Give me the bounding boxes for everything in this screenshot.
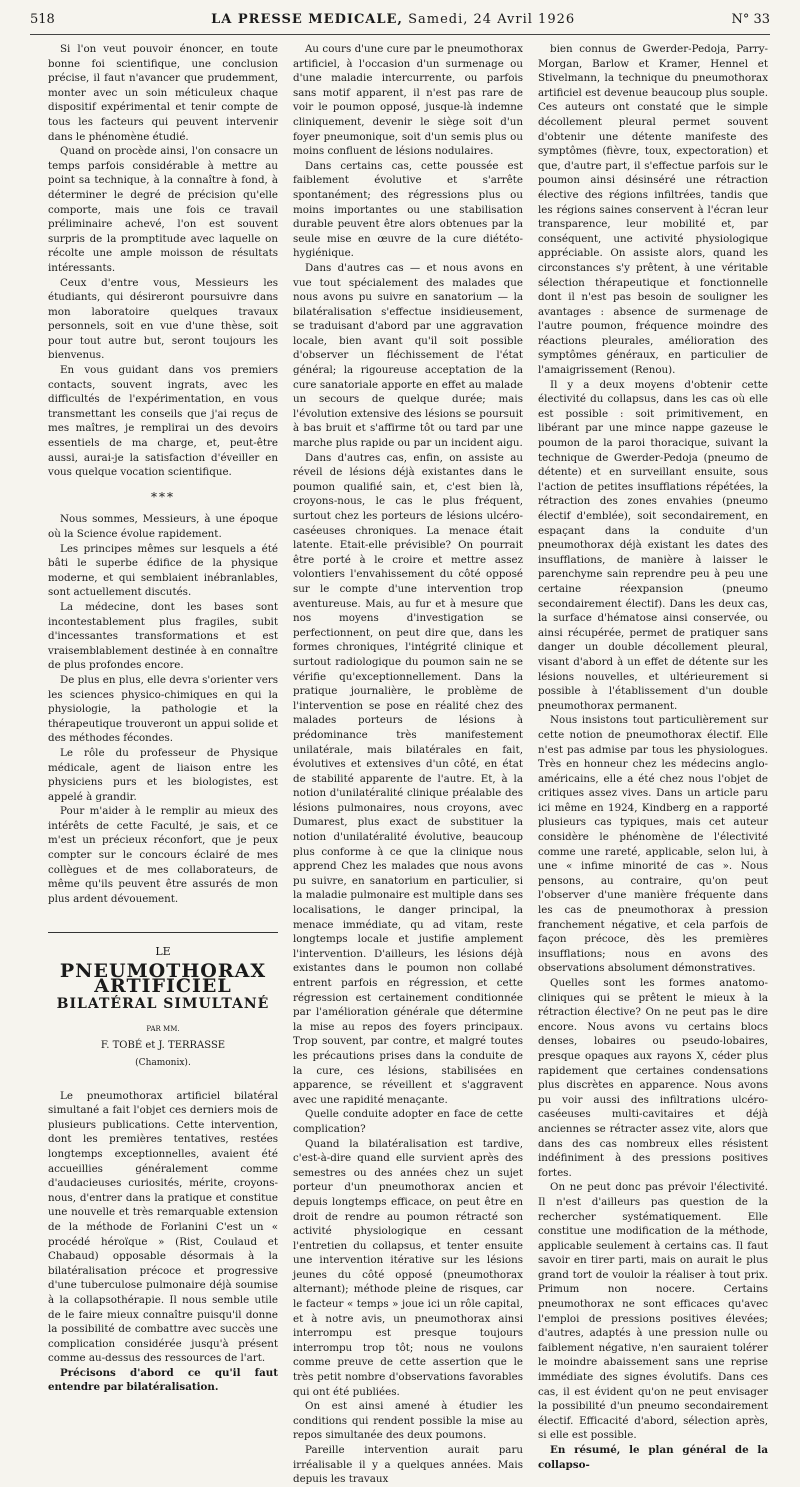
paragraph: Pareille intervention aurait paru irréalisable il y a quelques années. Mais depuis les travaux xyxy=(293,1444,523,1486)
column-2 xyxy=(293,42,523,1487)
column-1 xyxy=(48,42,278,1487)
paragraph: Quelles sont les formes anatomo-cliniques qui se prêtent le mieux à la rétraction élective? On ne peut pas le dire encore. Nous avons vu certains blocs denses, lobaires ou pseudo-lobaires, presque opaques aux rayons X, céder plus rapidement que certaines condensations plus discrètes en apparence. Nous avons pu voir aussi des infiltrations ulcéro-caséeuses multi-cavitaires et déjà anciennes se rétracter assez vite, alors que dans des cas nombreux elles résistent indéfiniment à des pressions positives fortes. xyxy=(538,977,768,1179)
paragraph: On ne peut donc pas prévoir l'électivité. Il n'est d'ailleurs pas question de la rechercher systématiquement. Elle constitue une modification de la méthode, applicable seulement à certains cas. Il faut savoir en tirer parti, mais on aurait le plus grand tort de vouloir la réaliser à tout prix. Primum non nocere. Certains pneumothorax ne sont efficaces qu'avec l'emploi de pressions positives élevées; d'autres, adaptés à une pression nulle ou faiblement négative, n'en sauraient tolérer le moindre abaissement sans une reprise immédiate des signes évolutifs. Dans ces cas, il est évident qu'on ne peut envisager la possibilité d'un pneumo secondairement électif. Efficacité d'abord, sélection après, si elle est possible. xyxy=(538,1181,768,1442)
page-number: 518 xyxy=(30,12,55,27)
text-columns xyxy=(48,42,768,1486)
paragraph: Dans d'autres cas, enfin, on assiste au réveil de lésions déjà existantes dans le poumon qualifié sain, et, c'est bien là, croyons-nous, le cas le plus fréquent, surtout chez les porteurs de lésions ulcéro-caséeuses chroniques. La menace était latente. Etait-elle prévisible? On pourrait être porté à le croire et mettre assez volontiers l'envahissement du côté opposé sur le compte d'une intervention trop aventureuse. Mais, au fur et à mesure que nos moyens d'investigation se perfectionnent, on peut dire que, dans les formes chroniques, l'intégrité clinique et surtout radiologique du poumon sain ne se vérifie qu'exceptionnellement. Dans la pratique journalière, le problème de l'intervention se pose en réalité chez des malades porteurs de lésions à prédominance très manifestement unilatérale, mais bilatérales en fait, évolutives et extensives d'un côté, en état de stabilité apparente de l'autre. Et, à la notion d'unilatéralité clinique préalable des lésions pulmonaires, nous croyons, avec Dumarest, plus exact de substituer la notion d'unilatéralité évolutive, beaucoup plus conforme à ce que la clinique nous apprend Chez les malades que nous avons pu suivre, en sanatorium en particulier, si la maladie pulmonaire est multiple dans ses localisations, le danger principal, la menace immédiate, qu ad vitam, reste longtemps locale et justifie amplement l'intervention. D'ailleurs, les lésions déjà existantes dans le poumon non collabé entrent parfois en régression, et cette régression est certainement conditionnée par l'amélioration générale que détermine la mise au repos des foyers principaux. Trop souvent, par contre, et malgré toutes les précautions prises dans la conduite de la cure, ces lésions, stabilisées en apparence, se réveillent et s'aggravent avec une rapidité menaçante. xyxy=(293,451,523,1106)
paragraph: Si l'on veut pouvoir énoncer, en toute bonne foi scientifique, une conclusion précise, il faut n'avancer que prudemment, monter avec un soin méticuleux chaque dispositif expérimental et tenir compte de tous les facteurs qui peuvent intervenir dans le phénomène étudié. xyxy=(48,43,278,143)
paragraph: Le rôle du professeur de Physique médicale, agent de liaison entre les physiciens purs et les biologistes, est appelé à grandir. xyxy=(48,746,278,803)
paragraph: Nous sommes, Messieurs, à une époque où la Science évolue rapidement. xyxy=(48,513,278,540)
page-header xyxy=(30,12,770,35)
paragraph: Il y a deux moyens d'obtenir cette électivité du collapsus, dans les cas où elle est possible : soit primitivement, en libérant par une mince nappe gazeuse le poumon de la paroi thoracique, suivant la technique de Gwerder-Pedoja (pneumo de détente) et en surveillant ensuite, sous l'action de petites insufflations répétées, la rétraction des zones envahies (pneumo électif d'emblée), soit secondairement, en espaçant dans la conduite d'un pneumothorax déjà existant les dates des insufflations, de manière à laisser le parenchyme sain reprendre peu à peu une certaine réexpansion (pneumo secondairement électif). Dans les deux cas, la surface d'hématose ainsi conservée, ou ainsi récupérée, permet de pratiquer sans danger un double décollement pleural, visant d'abord à un effet de détente sur les lésions nouvelles, et ultérieurement si possible à l'établissement d'un double pneumothorax permanent. xyxy=(538,378,768,712)
paragraph: Au cours d'une cure par le pneumothorax artificiel, à l'occasion d'un surmenage ou d'une maladie intercurrente, ou parfois sans motif apparent, il n'est pas rare de voir le poumon opposé, jusque-là indemne cliniquement, devenir le siège soit d'un foyer pneumonique, soit d'un semis plus ou moins confluent de lésions nodulaires. xyxy=(293,43,523,158)
paragraph: La médecine, dont les bases sont incontestablement plus fragiles, subit d'incessantes transformations et est vraisemblablement destinée à en connaître de plus profondes encore. xyxy=(48,600,278,672)
paragraph: Le pneumothorax artificiel bilatéral simultané a fait l'objet ces derniers mois de plusieurs publications. Cette intervention, dont les premières tentatives, restées longtemps exceptionnelles, avaient été accueillies généralement comme d'audacieuses curiosités, mérite, croyons-nous, d'entrer dans la pratique et constitue une nouvelle et très remarquable extension de la méthode de Forlanini C'est un « procédé héroïque » (Rist, Coulaud et Chabaud) opposable désormais à la bilatéralisation précoce et progressive d'une tuberculose pulmonaire déjà soumise à la collapsothérapie. Il nous semble utile de le faire mieux connaître puisqu'il donne la possibilité de combattre avec succès une complication considérée jusqu'à présent comme au-dessus des ressources de l'art. xyxy=(48,1089,278,1365)
article-subtitle: BILATÉRAL SIMULTANÉ xyxy=(56,996,270,1013)
paragraph: Précisons d'abord ce qu'il faut entendre par bilatéralisation. xyxy=(48,1366,278,1394)
paragraph: Nous insistons tout particulièrement sur cette notion de pneumothorax électif. Elle n'est pas admise par tous les physiologues. Très en honneur chez les médecins anglo-américains, elle a été chez nous l'objet de critiques assez vives. Dans un article paru ici même en 1924, Kindberg en a rapporté plusieurs cas typiques, mais cet auteur considère le phénomène de l'électivité comme une rareté, applicable, selon lui, à une « infime minorité de cas ». Nous pensons, au contraire, qu'on peut l'observer d'une manière fréquente dans les cas de pneumothorax à pression franchement négative, et cela parfois de façon précoce, dès les premières insufflations; nous en avons des observations absolument démonstratives. xyxy=(538,714,768,975)
section-stars: *** xyxy=(151,489,175,504)
paragraph: Quand on procède ainsi, l'on consacre un temps parfois considérable à mettre au point sa technique, à la connaître à fond, à déterminer le degré de précision qu'elle comporte, mais une fois ce travail préliminaire achevé, l'on est souvent surpris de la promptitude avec laquelle on récolte une ample moisson de résultats intéressants. xyxy=(48,145,278,274)
paragraph: bien connus de Gwerder-Pedoja, Parry-Morgan, Barlow et Kramer, Hennel et Stivelmann, la technique du pneumothorax artificiel est devenue beaucoup plus souple. Ces auteurs ont constaté que le simple décollement pleural permet souvent d'obtenir une détente manifeste des symptômes (fièvre, toux, expectoration) et que, d'autre part, il s'effectue parfois sur le poumon ainsi désinséré une rétraction élective des régions infiltrées, tandis que les régions saines conservent à l'écran leur transparence, leur mobilité et, par conséquent, une activité physiologique appréciable. On assiste alors, quand les circonstances s'y prêtent, à une véritable sélection thérapeutique et fonctionnelle dont il n'est pas besoin de souligner les avantages : absence de surmenage de l'autre poumon, fréquence moindre des réactions pleurales, amélioration des symptômes généraux, en particulier de l'amaigrissement (Renou). xyxy=(538,43,768,377)
issue-date: Samedi, 24 Avril 1926 xyxy=(408,12,576,27)
byline-place: (Chamonix). xyxy=(135,1058,191,1068)
paragraph: Les principes mêmes sur lesquels a été bâti le superbe édifice de la physique moderne, et qui semblaient inébranlables, sont actuellement discutés. xyxy=(48,542,278,599)
paragraph: En vous guidant dans vos premiers contacts, souvent ingrats, avec les difficultés de l'expérimentation, en vous transmettant les conseils que j'ai reçus de mes maîtres, je remplirai un des devoirs essentiels de ma charge, et, peut-être aussi, aurai-je la satisfaction d'éveiller en vous quelque vocation scientifique. xyxy=(48,364,278,479)
paragraph: Dans certains cas, cette poussée est faiblement évolutive et s'arrête spontanément; des régressions plus ou moins importantes ou une stabilisation durable peuvent être alors obtenues par la seule mise en œuvre de la cure diététo-hygiénique. xyxy=(293,159,523,260)
article-kicker: LE xyxy=(155,945,171,959)
column-3 xyxy=(538,42,768,1487)
article-title: PNEUMOTHORAX ARTIFICIEL xyxy=(59,960,267,997)
journal-title xyxy=(211,12,575,27)
issue-number: N° 33 xyxy=(731,12,770,27)
byline-par: PAR MM. xyxy=(146,1024,180,1033)
journal-name: LA PRESSE MEDICALE, xyxy=(211,12,403,27)
article-divider xyxy=(48,932,278,933)
paragraph: On est ainsi amené à étudier les conditions qui rendent possible la mise au repos simultanée des deux poumons. xyxy=(293,1400,523,1442)
paragraph: En résumé, le plan général de la collapso- xyxy=(538,1444,768,1471)
paragraph: De plus en plus, elle devra s'orienter vers les sciences physico-chimiques en qui la physiologie, la pathologie et la thérapeutique trouveront un appui solide et des méthodes fécondes. xyxy=(48,673,278,745)
byline-authors: F. TOBÉ et J. TERRASSE xyxy=(100,1040,226,1052)
paragraph: Pour m'aider à le remplir au mieux des intérêts de cette Faculté, je sais, et ce m'est un précieux réconfort, que je peux compter sur le concours éclairé de mes collègues et de mes collaborateurs, de même qu'ils peuvent être assurés de mon plus ardent dévouement. xyxy=(48,805,278,905)
paragraph: Quelle conduite adopter en face de cette complication? xyxy=(293,1108,523,1135)
paragraph: Dans d'autres cas — et nous avons en vue tout spécialement des malades que nous avons pu suivre en sanatorium — la bilatéralisation s'effectue insidieusement, se traduisant d'abord par une aggravation locale, bien avant qu'il soit possible d'observer un fléchissement de l'état général; la rigoureuse acceptation de la cure sanatoriale apporte en effet au malade un secours de quelque durée; mais l'évolution extensive des lésions se poursuit à bas bruit et s'affirme tôt ou tard par une marche plus rapide ou par un incident aigu. xyxy=(293,261,523,450)
paragraph: Ceux d'entre vous, Messieurs les étudiants, qui désireront poursuivre dans mon laboratoire quelques travaux personnels, soit en vue d'une thèse, soit pour tout autre but, seront toujours les bienvenus. xyxy=(48,276,278,362)
paragraph: Quand la bilatéralisation est tardive, c'est-à-dire quand elle survient après des semestres ou des années chez un sujet porteur d'un pneumothorax ancien et depuis longtemps efficace, on peut être en droit de rendre au poumon rétracté son activité physiologique en cessant l'entretien du collapsus, et tenter ensuite une intervention itérative sur les lésions jeunes du côté opposé (pneumothorax alternant); méthode pleine de risques, car le facteur « temps » joue ici un rôle capital, et à notre avis, un pneumothorax ainsi interrompu est presque toujours interrompu trop tôt; nous ne voulons comme preuve de cette assertion que le très petit nombre d'observations favorables qui ont été publiées. xyxy=(293,1137,523,1398)
